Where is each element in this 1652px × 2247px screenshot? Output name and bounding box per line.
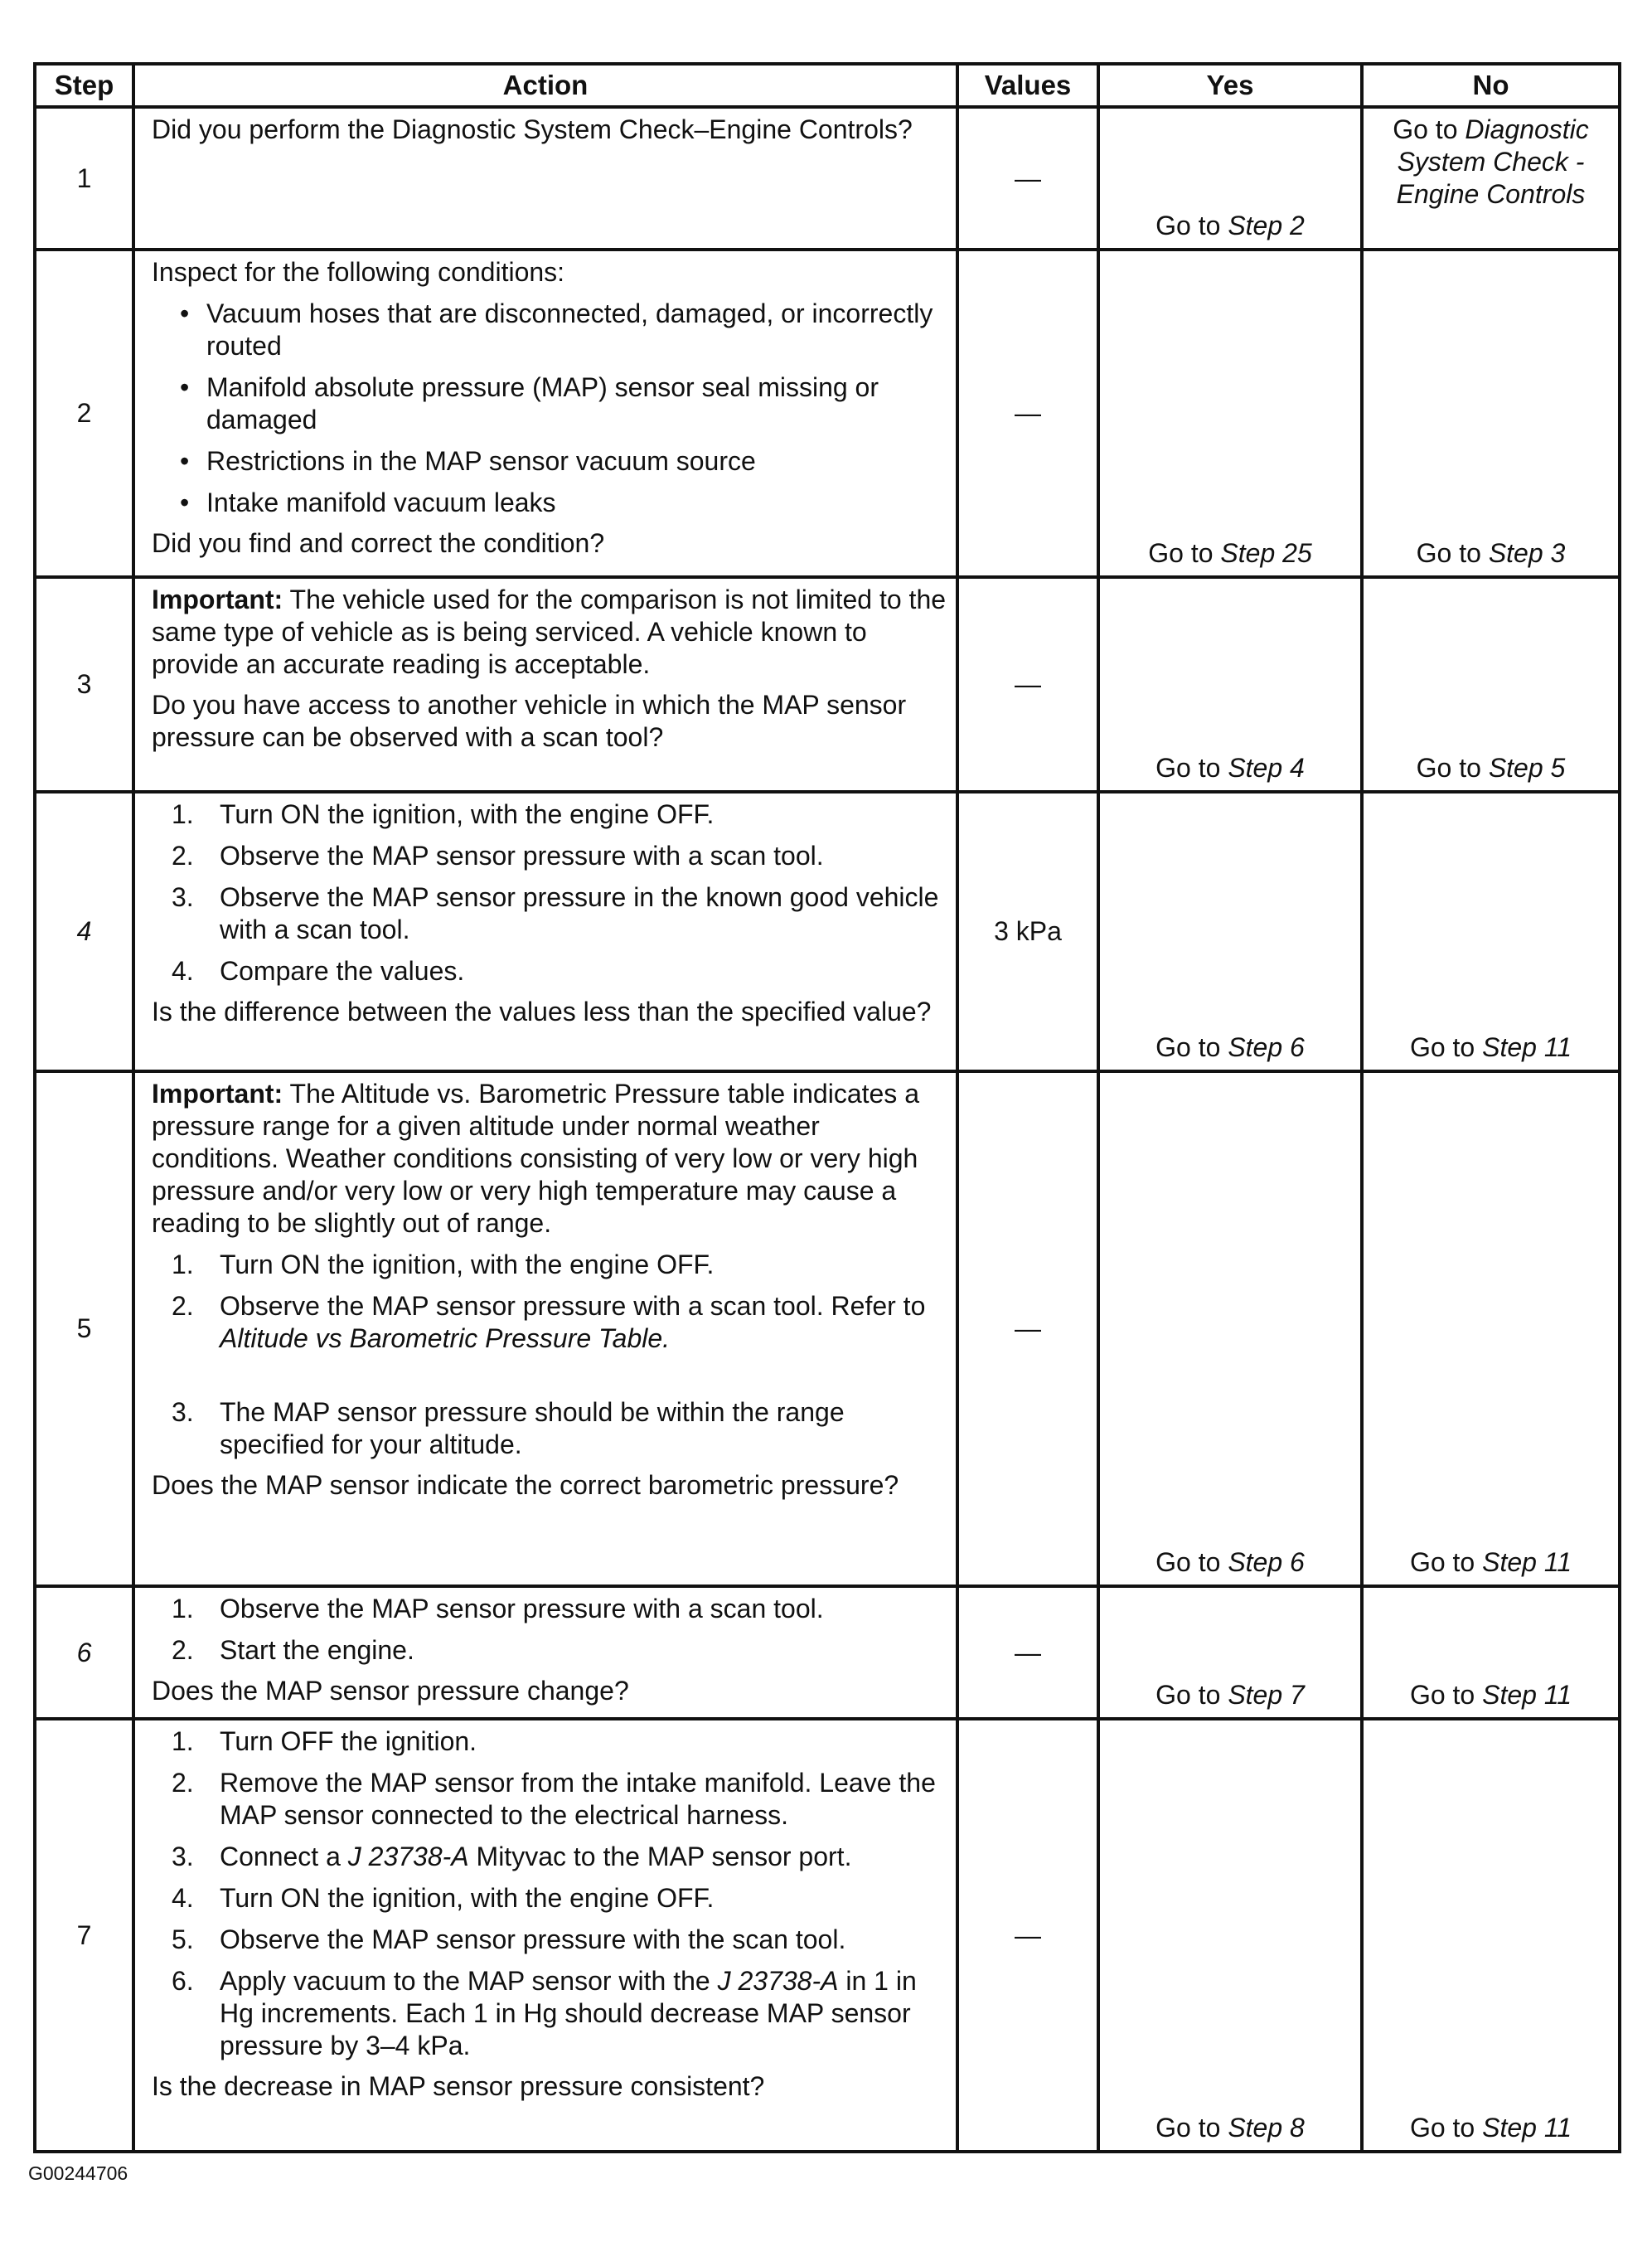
list-item [152, 840, 949, 872]
list-number: 2. [172, 841, 194, 871]
table-row [35, 1071, 1620, 1586]
yes-cell [1098, 107, 1362, 250]
goto-text: Go to [1409, 1547, 1483, 1577]
goto-text: Go to [1416, 538, 1489, 568]
no-cell [1362, 1586, 1620, 1719]
action-intro: Inspect for the following conditions: [152, 257, 565, 287]
action-cell [133, 1071, 957, 1586]
action-question: Is the difference between the values less than the specified value? [152, 997, 932, 1026]
list-item [152, 1841, 949, 1873]
list-item-text: Turn OFF the ignition. [220, 1726, 477, 1756]
table-header-row [35, 64, 1620, 107]
list-number: 1. [172, 1594, 194, 1623]
list-number: 1. [172, 799, 194, 829]
list-item-text: Intake manifold vacuum leaks [206, 488, 556, 517]
tool-reference: J 23738-A [717, 1966, 839, 1996]
step-number: 2 [35, 250, 133, 577]
step-reference: Step 5 [1488, 753, 1566, 783]
table-row [35, 1719, 1620, 2152]
step-reference: Step 11 [1482, 2113, 1572, 2143]
list-item [152, 955, 949, 988]
action-cell [133, 107, 957, 250]
list-number: 4. [172, 956, 194, 986]
no-cell [1362, 577, 1620, 792]
step-number: 3 [35, 577, 133, 792]
goto-text: Go to [1155, 1032, 1228, 1062]
goto-text: Go to [1416, 753, 1489, 783]
step-number: 4 [35, 792, 133, 1071]
list-item-text: Remove the MAP sensor from the intake manifold. Leave the MAP sensor connected to the electrical harness. [220, 1768, 936, 1830]
diagnostic-table [33, 62, 1621, 2153]
important-label: Important: [152, 1079, 283, 1109]
action-cell [133, 577, 957, 792]
table-reference: Altitude vs Barometric Pressure Table. [220, 1323, 671, 1353]
header-yes: Yes [1098, 64, 1362, 107]
action-question: Is the decrease in MAP sensor pressure consistent? [152, 2071, 765, 2101]
value-cell: 3 kPa [957, 792, 1098, 1071]
list-number: 3. [172, 882, 194, 912]
list-number: 2. [172, 1291, 194, 1321]
goto-text: Go to [1155, 1680, 1228, 1710]
list-item-text: Turn ON the ignition, with the engine OFF. [220, 799, 715, 829]
no-cell [1362, 250, 1620, 577]
list-item-text: Observe the MAP sensor pressure with a scan tool. [220, 841, 824, 871]
list-number: 5. [172, 1924, 194, 1954]
important-note [152, 584, 949, 681]
important-note [152, 1078, 949, 1240]
list-item-text: Turn ON the ignition, with the engine OFF. [220, 1883, 715, 1913]
goto-text: Go to [1155, 753, 1228, 783]
table-row [35, 1586, 1620, 1719]
action-question: Did you perform the Diagnostic System Check–Engine Controls? [152, 114, 913, 144]
list-number: 3. [172, 1842, 194, 1871]
list-item-text: Apply vacuum to the MAP sensor with the [220, 1966, 718, 1996]
list-item [152, 1290, 949, 1355]
list-item-text: Mityvac to the MAP sensor port. [468, 1842, 852, 1871]
list-item-text: Restrictions in the MAP sensor vacuum source [206, 446, 756, 476]
list-item-text: Vacuum hoses that are disconnected, damaged, or incorrectly routed [206, 298, 933, 361]
goto-text: Go to [1409, 1680, 1483, 1710]
list-item: • Manifold absolute pressure (MAP) sensor seal missing or damaged [180, 372, 879, 434]
goto-text: Go to [1155, 2113, 1228, 2143]
value-cell: — [957, 1719, 1098, 2152]
action-question: Did you find and correct the condition? [152, 528, 605, 558]
no-cell [1362, 1071, 1620, 1586]
step-reference: Step 7 [1228, 1680, 1305, 1710]
table-row [35, 107, 1620, 250]
list-item [152, 1767, 949, 1832]
step-reference: Step 2 [1228, 211, 1305, 240]
goto-text: Go to [1155, 211, 1228, 240]
header-values: Values [957, 64, 1098, 107]
list-item-text: Start the engine. [220, 1635, 414, 1665]
list-number: 2. [172, 1768, 194, 1798]
goto-text: Go to [1393, 114, 1465, 144]
step-reference: Step 4 [1228, 753, 1305, 783]
list-item [152, 881, 949, 946]
step-reference: Step 11 [1482, 1547, 1572, 1577]
list-item [152, 1725, 949, 1758]
important-text: The vehicle used for the comparison is not limited to the same type of vehicle as is being serviced. A vehicle known to provide an accurate reading is acceptable. [152, 585, 947, 679]
goto-text: Go to [1148, 538, 1221, 568]
yes-cell [1098, 250, 1362, 577]
list-item: • Vacuum hoses that are disconnected, damaged, or incorrectly routed [180, 298, 933, 361]
step-reference: Step 6 [1228, 1547, 1305, 1577]
table-row [35, 250, 1620, 577]
step-reference: Diagnostic System Check - Engine Controls [1396, 114, 1589, 209]
yes-cell [1098, 792, 1362, 1071]
figure-id: G00244706 [28, 2162, 128, 2184]
list-item [152, 1593, 949, 1625]
list-item-text: Manifold absolute pressure (MAP) sensor seal missing or damaged [206, 372, 879, 434]
yes-cell [1098, 1071, 1362, 1586]
list-number: 2. [172, 1635, 194, 1665]
goto-text: Go to [1409, 2113, 1483, 2143]
list-item [152, 798, 949, 831]
value-cell: — [957, 577, 1098, 792]
step-reference: Step 25 [1220, 538, 1312, 568]
table-row [35, 792, 1620, 1071]
list-item-text: Connect a [220, 1842, 348, 1871]
goto-text: Go to [1409, 1032, 1483, 1062]
list-item-text: Compare the values. [220, 956, 465, 986]
list-item [152, 1634, 949, 1667]
value-cell: — [957, 107, 1098, 250]
list-item: • Intake manifold vacuum leaks [180, 488, 556, 517]
step-reference: Step 11 [1482, 1680, 1572, 1710]
header-no: No [1362, 64, 1620, 107]
action-cell [133, 1719, 957, 2152]
list-item-text: in 1 in Hg increments. Each 1 in Hg should decrease MAP sensor pressure by 3–4 kPa. [220, 1966, 917, 2060]
value-cell: — [957, 250, 1098, 577]
list-item [152, 1249, 949, 1281]
action-cell [133, 1586, 957, 1719]
value-cell: — [957, 1071, 1098, 1586]
list-item-text: Observe the MAP sensor pressure with a scan tool. Refer to [220, 1291, 926, 1321]
table-row [35, 577, 1620, 792]
action-cell [133, 792, 957, 1071]
no-cell [1362, 792, 1620, 1071]
list-item [152, 1882, 949, 1915]
yes-cell [1098, 1586, 1362, 1719]
list-item [152, 1396, 949, 1461]
step-reference: Step 8 [1228, 2113, 1305, 2143]
important-label: Important: [152, 585, 283, 614]
list-item [152, 1965, 949, 2062]
yes-cell [1098, 1719, 1362, 2152]
action-cell [133, 250, 957, 577]
list-number: 1. [172, 1726, 194, 1756]
list-number: 3. [172, 1397, 194, 1427]
step-number: 7 [35, 1719, 133, 2152]
list-item [152, 1924, 949, 1956]
no-cell [1362, 1719, 1620, 2152]
step-number: 1 [35, 107, 133, 250]
list-number: 6. [172, 1966, 194, 1996]
list-item: • Restrictions in the MAP sensor vacuum source [180, 446, 756, 476]
header-action: Action [133, 64, 957, 107]
action-question: Does the MAP sensor pressure change? [152, 1676, 629, 1706]
list-number: 1. [172, 1250, 194, 1279]
step-reference: Step 6 [1228, 1032, 1305, 1062]
list-item-text: Observe the MAP sensor pressure in the known good vehicle with a scan tool. [220, 882, 939, 944]
list-item-text: The MAP sensor pressure should be within the range specified for your altitude. [220, 1397, 845, 1459]
yes-cell [1098, 577, 1362, 792]
list-item-text: Turn ON the ignition, with the engine OFF. [220, 1250, 715, 1279]
important-text: The Altitude vs. Barometric Pressure table indicates a pressure range for a given altitude under normal weather conditions. Weather conditions consisting of very low or very high pressure and/or very low or very high temperature may cause a reading to be slightly out of range. [152, 1079, 919, 1238]
action-question: Does the MAP sensor indicate the correct barometric pressure? [152, 1470, 899, 1500]
step-number: 6 [35, 1586, 133, 1719]
step-number: 5 [35, 1071, 133, 1586]
header-step: Step [35, 64, 133, 107]
step-reference: Step 3 [1488, 538, 1566, 568]
value-cell: — [957, 1586, 1098, 1719]
list-item-text: Observe the MAP sensor pressure with the scan tool. [220, 1924, 846, 1954]
tool-reference: J 23738-A [347, 1842, 469, 1871]
list-item-text: Observe the MAP sensor pressure with a scan tool. [220, 1594, 824, 1623]
goto-text: Go to [1155, 1547, 1228, 1577]
step-reference: Step 11 [1482, 1032, 1572, 1062]
action-question: Do you have access to another vehicle in which the MAP sensor pressure can be observed with a scan tool? [152, 690, 907, 752]
no-cell [1362, 107, 1620, 250]
list-number: 4. [172, 1883, 194, 1913]
